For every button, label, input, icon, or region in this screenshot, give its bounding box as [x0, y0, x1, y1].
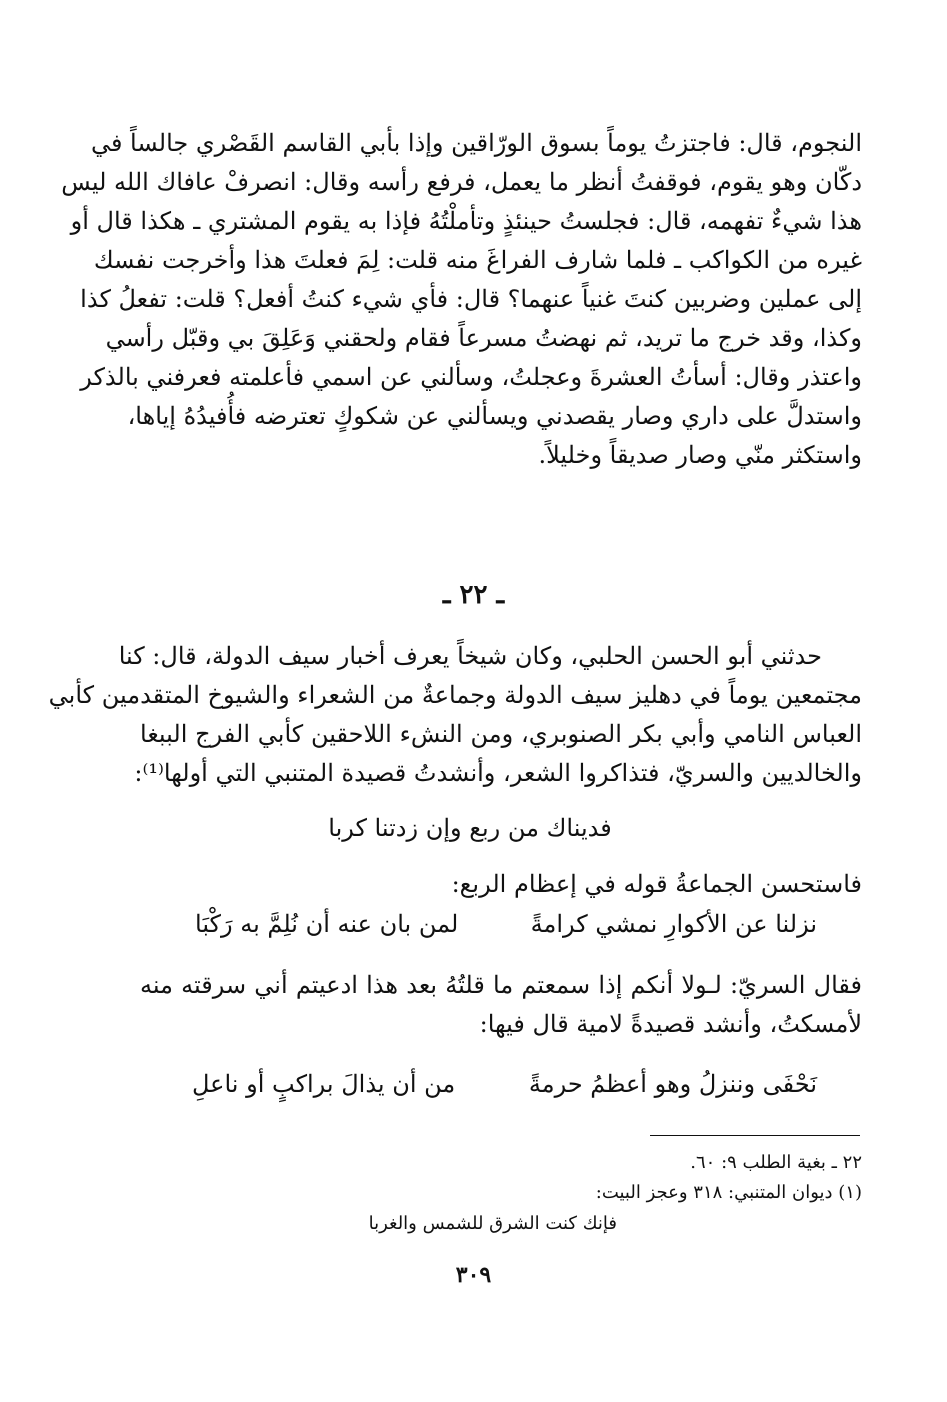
- text-line: واعتذر وقال: أسأتُ العشرةَ وعجلتُ، وسألني عن اسمي فأعلمته فعرفني بالذكر: [80, 363, 862, 391]
- text-line: دكّان وهو يقوم، فوقفتُ أنظر ما يعمل، فرفع رأسه وقال: انصرفْ عافاك الله ليس: [61, 168, 862, 196]
- footnote: (١) ديوان المتنبي: ٣١٨ وعجز البيت:: [595, 1182, 862, 1203]
- footnote-divider: [650, 1135, 860, 1136]
- text-line: مجتمعين يوماً في دهليز سيف الدولة وجماعةٌ من الشعراء والشيوخ المتقدمين كأبي: [48, 681, 862, 709]
- verse-first-hemistich: نَحْفَى وننزلُ وهو أعظمُ حرمةً: [528, 1070, 817, 1098]
- footnote: ٢٢ ـ بغية الطلب ٩: ٦٠.: [690, 1152, 862, 1173]
- section-number: ـ ٢٢ ـ: [442, 580, 505, 610]
- text-line: العباس النامي وأبي بكر الصنوبري، ومن النشء اللاحقين كأبي الفرج الببغا: [140, 720, 862, 748]
- verse-first-hemistich: نزلنا عن الأكوارِ نمشي كرامةً: [530, 910, 817, 938]
- text-line: النجوم، قال: فاجتزتُ يوماً بسوق الورّاقين وإذا بأبي القاسم القَصْري جالساً في: [90, 129, 862, 157]
- page-number: ٣٠٩: [455, 1262, 492, 1288]
- paragraph-narration: [48, 637, 862, 793]
- verse-second-hemistich: من أن يذالَ براكبٍ أو ناعلِ: [192, 1070, 456, 1098]
- text-line: حدثني أبو الحسن الحلبي، وكان شيخاً يعرف أخبار سيف الدولة، قال: كنا: [118, 642, 822, 670]
- text-line: هذا شيءٌ تفهمه، قال: فجلستُ حينئذٍ وتأملْتُهُ فإذا به يقوم المشتري ـ هكذا قال أو: [70, 207, 862, 235]
- text-line: إلى عملين وضربين كنتَ غنياً عنهما؟ قال: فأي شيء كنتُ أفعل؟ قلت: تفعلُ كذا: [80, 285, 862, 313]
- text-line: لأمسكتُ، وأنشد قصيدةً لامية قال فيها:: [479, 1010, 862, 1038]
- text-line: والخالديين والسريّ، فتذاكروا الشعر، وأنشدتُ قصيدة المتنبي التي أولها⁽¹⁾:: [134, 759, 862, 787]
- paragraph-sari: [140, 966, 862, 1044]
- paragraph-story-end: [61, 124, 862, 475]
- text-line: واستدلَّ على داري وصار يقصدني ويسألني عن شكوكٍ تعترضه فأُفيدُهُ إياها،: [127, 402, 862, 430]
- verse-line: فديناك من ربع وإن زدتنا كربا: [328, 814, 612, 842]
- text-line: وكذا، وقد خرج ما تريد، ثم نهضتُ مسرعاً فقام ولحقني وَعَلِقَ بي وقبّل رأسي: [105, 324, 862, 352]
- footnote-verse: فإنك كنت الشرق للشمس والغربا: [368, 1213, 617, 1234]
- text-line: غيره من الكواكب ـ فلما شارف الفراغَ منه قلت: لِمَ فعلتَ هذا وأخرجت نفسك: [93, 246, 862, 274]
- verse-second-hemistich: لمن بان عنه أن نُلِمَّ به رَكْبَا: [195, 910, 459, 938]
- text-line: واستكثر منّي وصار صديقاً وخليلاً.: [538, 441, 862, 469]
- verse-intro: فاستحسن الجماعةُ قوله في إعظام الربع:: [451, 870, 862, 898]
- text-line: فقال السريّ: لـولا أنكم إذا سمعتم ما قلتُهُ بعد هذا ادعيتم أني سرقته منه: [140, 971, 862, 999]
